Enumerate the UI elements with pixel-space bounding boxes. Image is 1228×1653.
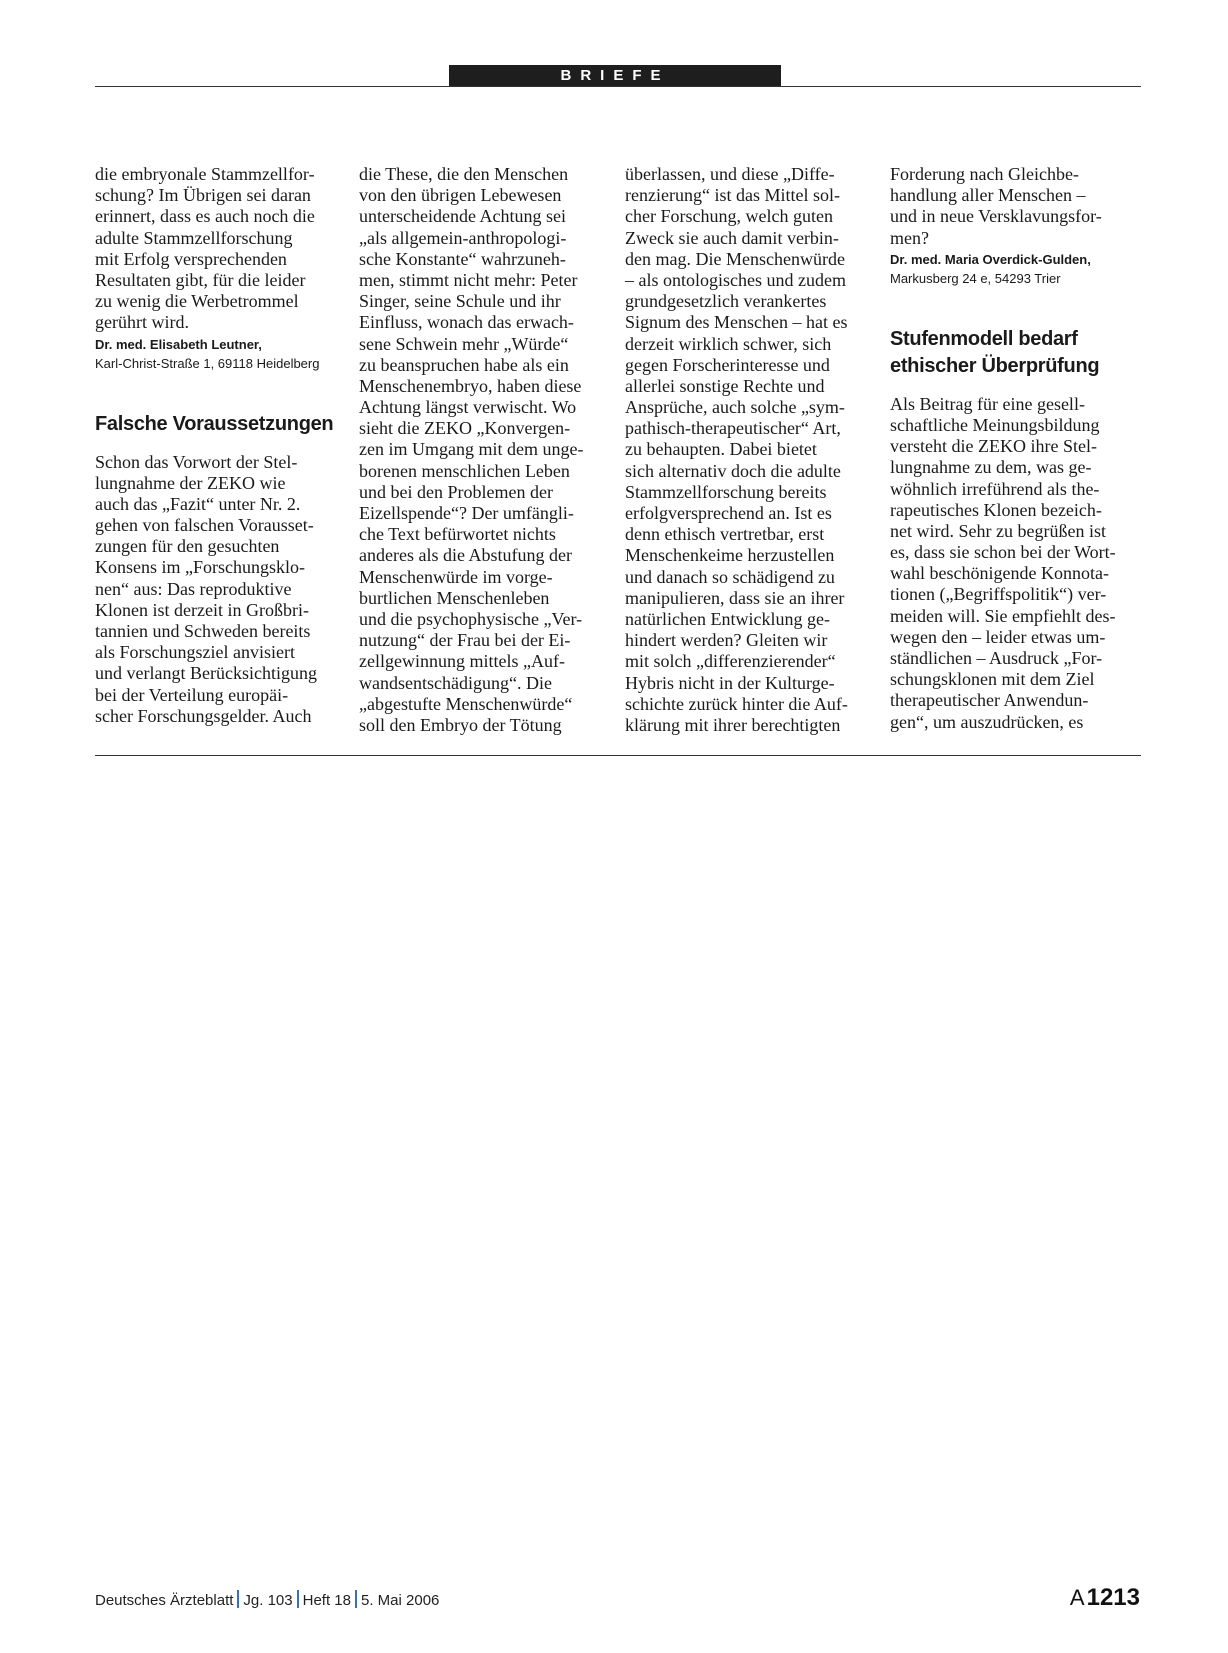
text-line: unterscheidende Achtung sei — [359, 206, 566, 227]
text-line: wandsentschädigung“. Die — [359, 672, 552, 693]
text-line: Singer, seine Schule und ihr — [359, 291, 561, 312]
text-line: Einfluss, wonach das erwach- — [359, 312, 574, 333]
text-line: „abgestufte Menschenwürde“ — [359, 693, 573, 714]
text-line: es, dass sie schon bei der Wort- — [890, 542, 1116, 563]
text-line: schaftliche Meinungsbildung — [890, 414, 1100, 435]
text-line: nutzung“ der Frau bei der Ei- — [359, 630, 571, 651]
text-line: borenen menschlichen Leben — [359, 460, 570, 481]
text-line: gerührt wird. — [95, 312, 189, 333]
text-line: Menschenkeime herzustellen — [625, 545, 835, 566]
paragraph — [359, 164, 609, 736]
text-line: manipulieren, dass sie an ihrer — [625, 587, 845, 608]
content-bottom-rule — [95, 755, 1141, 756]
text-line: zen im Umgang mit dem unge- — [359, 439, 584, 460]
column-4 — [890, 164, 1140, 733]
page-number — [1070, 1584, 1140, 1615]
text-line: schungsklonen mit dem Ziel — [890, 669, 1095, 690]
text-line: erinnert, dass es auch noch die — [95, 206, 315, 227]
text-line: Stammzellforschung bereits — [625, 481, 827, 502]
text-line: überlassen, und diese „Diffe- — [625, 164, 835, 184]
text-line: und verlangt Berücksichtigung — [95, 663, 317, 684]
letter-author: Dr. med. Elisabeth Leutner, — [95, 336, 262, 352]
paragraph — [890, 394, 1140, 733]
text-line: Klonen ist derzeit in Großbri- — [95, 599, 309, 620]
text-line: nen“ aus: Das reproduktive — [95, 578, 292, 599]
text-line: gegen Forscherinteresse und — [625, 354, 830, 375]
heading-line: Falsche Voraussetzungen — [95, 412, 334, 435]
text-line: Eizellspende“? Der umfängli- — [359, 503, 574, 523]
issue: Heft 18 — [302, 1592, 351, 1609]
text-line: Zweck sie auch damit verbin- — [625, 227, 839, 248]
text-line: tannien und Schweden bereits — [95, 621, 311, 641]
column-1 — [95, 164, 345, 727]
text-line: – als ontologisches und zudem — [625, 269, 846, 290]
text-line: Schon das Vorwort der Stel- — [95, 451, 298, 472]
text-line: Hybris nicht in der Kulturge- — [625, 672, 835, 693]
footer-citation — [95, 1590, 439, 1612]
text-line: versteht die ZEKO ihre Stel- — [890, 436, 1097, 457]
text-line: sieht die ZEKO „Konvergen- — [359, 418, 571, 439]
text-line: sich alternativ doch die adulte — [625, 460, 841, 481]
text-line: lungnahme der ZEKO wie — [95, 472, 286, 493]
paragraph — [95, 164, 345, 334]
text-line: denn ethisch vertretbar, erst — [625, 524, 825, 545]
column-2 — [359, 164, 609, 736]
text-line: men? — [890, 227, 929, 248]
text-line: die embryonale Stammzellfor- — [95, 164, 315, 184]
text-line: ständlichen – Ausdruck „For- — [890, 648, 1103, 668]
column-3 — [625, 164, 875, 736]
text-line: lungnahme zu dem, was ge- — [890, 457, 1092, 478]
text-line: „als allgemein-anthropologi- — [359, 227, 567, 248]
text-line: den mag. Die Menschenwürde — [625, 248, 845, 269]
paragraph — [95, 452, 345, 727]
text-line: meiden will. Sie empfiehlt des- — [890, 605, 1116, 626]
text-line: klärung mit ihrer berechtigten — [625, 714, 841, 735]
text-line: pathisch-therapeutischer“ Art, — [625, 418, 841, 439]
text-line: gen“, um auszudrücken, es — [890, 711, 1084, 732]
letter-heading — [95, 411, 345, 438]
text-line: Signum des Menschen – hat es — [625, 312, 848, 333]
text-line: Konsens im „Forschungsklo- — [95, 557, 305, 578]
header-rule — [95, 86, 1141, 87]
text-line: soll den Embryo der Tötung — [359, 714, 562, 735]
heading-line: Stufenmodell bedarf — [890, 327, 1078, 350]
section-label: BRIEFE — [449, 65, 781, 86]
letter-heading — [890, 326, 1140, 380]
text-line: bei der Verteilung europäi- — [95, 684, 289, 705]
text-line: Resultaten gibt, für die leider — [95, 269, 306, 290]
text-line: Menschenembryo, haben diese — [359, 375, 582, 396]
text-line: adulte Stammzellforschung — [95, 227, 293, 248]
text-line: natürlichen Entwicklung ge- — [625, 608, 830, 629]
text-line: und in neue Versklavungsfor- — [890, 206, 1102, 227]
text-line: von den übrigen Lebewesen — [359, 185, 562, 206]
journal-name: Deutsches Ärzteblatt — [95, 1592, 234, 1609]
text-line: wegen den – leider etwas um- — [890, 626, 1106, 647]
author-address: Markusberg 24 e, 54293 Trier — [890, 270, 1061, 286]
footer-separator — [297, 1590, 299, 1608]
text-line: wöhnlich irreführend als the- — [890, 478, 1100, 499]
text-line: che Text befürwortet nichts — [359, 524, 556, 545]
text-line: tionen („Begriffspolitik“) ver- — [890, 584, 1107, 605]
text-line: zu behaupten. Dabei bietet — [625, 439, 817, 460]
footer-separator — [237, 1590, 239, 1608]
text-line: und danach so schädigend zu — [625, 566, 835, 587]
letter-author: Dr. med. Maria Overdick-Gulden, — [890, 251, 1091, 267]
text-line: hindert werden? Gleiten wir — [625, 630, 828, 651]
text-line: schichte zurück hinter die Auf- — [625, 693, 848, 714]
text-line: anderes als die Abstufung der — [359, 545, 572, 566]
text-line: zu wenig die Werbetrommel — [95, 291, 299, 312]
heading-line: ethischer Überprüfung — [890, 354, 1100, 377]
text-line: mit Erfolg versprechenden — [95, 248, 287, 269]
page-prefix: A — [1069, 1585, 1085, 1610]
text-line: Ansprüche, auch solche „sym- — [625, 397, 845, 418]
text-line: handlung aller Menschen – — [890, 185, 1086, 206]
text-line: net wird. Sehr zu begrüßen ist — [890, 520, 1106, 541]
text-line: gehen von falschen Vorausset- — [95, 515, 314, 536]
text-line: sene Schwein mehr „Würde“ — [359, 333, 569, 354]
paragraph — [890, 164, 1140, 249]
text-line: und bei den Problemen der — [359, 481, 553, 502]
text-line: scher Forschungsgelder. Auch — [95, 705, 312, 726]
text-line: men, stimmt nicht mehr: Peter — [359, 269, 578, 290]
text-line: therapeutischer Anwendun- — [890, 690, 1089, 711]
text-line: Menschenwürde im vorge- — [359, 566, 553, 587]
author-address: Karl-Christ-Straße 1, 69118 Heidelberg — [95, 355, 320, 371]
page-number-value: 1213 — [1086, 1584, 1140, 1611]
text-line: Als Beitrag für eine gesell- — [890, 393, 1085, 414]
text-line: und die psychophysische „Ver- — [359, 608, 583, 629]
text-line: derzeit wirklich schwer, sich — [625, 333, 832, 354]
text-line: sche Konstante“ wahrzuneh- — [359, 248, 566, 269]
text-line: die These, die den Menschen — [359, 164, 569, 184]
text-line: wahl beschönigende Konnota- — [890, 563, 1109, 584]
text-line: zu beanspruchen habe als ein — [359, 354, 569, 375]
footer-separator — [355, 1590, 357, 1608]
text-line: zungen für den gesuchten — [95, 536, 280, 557]
issue-date: 5. Mai 2006 — [361, 1592, 440, 1609]
text-line: allerlei sonstige Rechte und — [625, 375, 825, 396]
text-line: renzierung“ ist das Mittel sol- — [625, 185, 840, 206]
text-line: burtlichen Menschenleben — [359, 587, 550, 608]
text-line: erfolgversprechend an. Ist es — [625, 503, 832, 523]
volume: Jg. 103 — [243, 1592, 293, 1609]
text-line: mit solch „differenzierender“ — [625, 651, 836, 672]
text-line: rapeutisches Klonen bezeich- — [890, 499, 1102, 520]
text-line: grundgesetzlich verankertes — [625, 291, 827, 312]
paragraph — [625, 164, 875, 736]
text-line: Forderung nach Gleichbe- — [890, 164, 1079, 184]
text-line: als Forschungsziel anvisiert — [95, 642, 295, 663]
text-line: zellgewinnung mittels „Auf- — [359, 651, 565, 672]
article-columns — [95, 164, 1141, 742]
text-line: schung? Im Übrigen sei daran — [95, 185, 311, 206]
text-line: Achtung längst verwischt. Wo — [359, 397, 577, 418]
text-line: cher Forschung, welch guten — [625, 206, 833, 227]
text-line: auch das „Fazit“ unter Nr. 2. — [95, 493, 301, 514]
